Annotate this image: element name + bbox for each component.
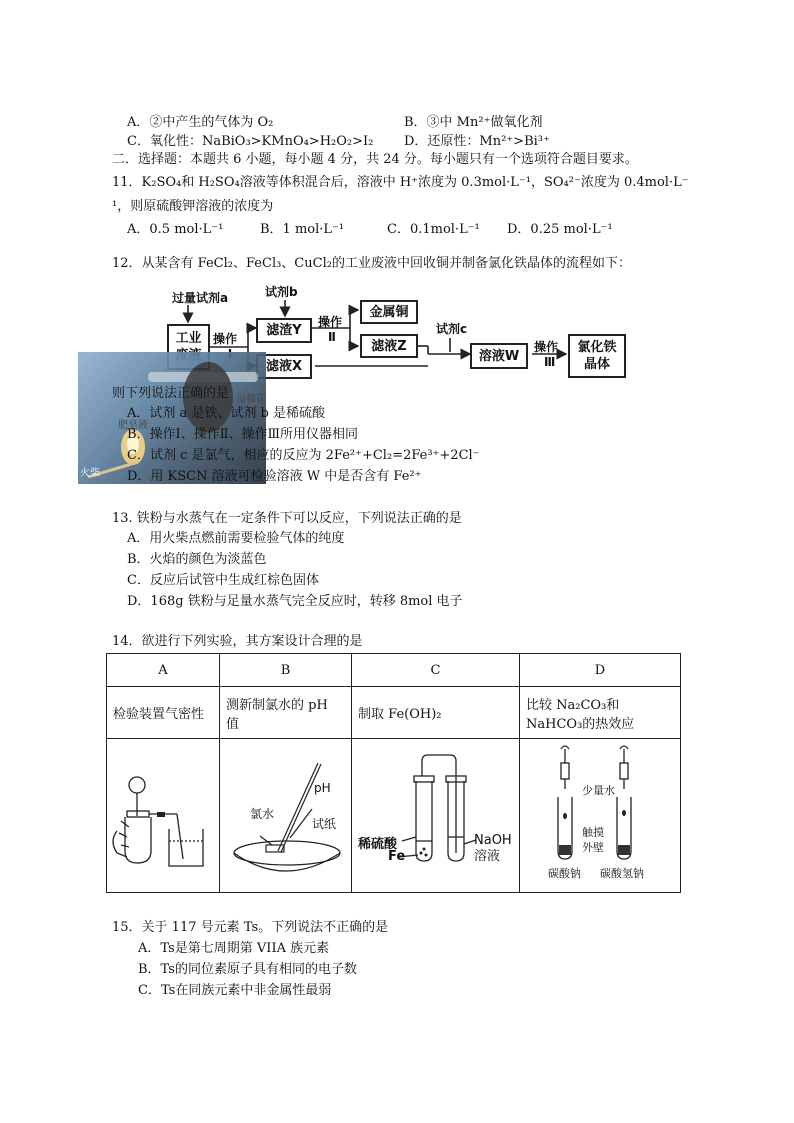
product-label-1: 氯化铁 xyxy=(577,340,617,355)
q13-option-a: A．用火柴点燃前需要检验气体的纯度 xyxy=(127,531,345,546)
filtrate-x-box: 滤液X xyxy=(256,354,312,379)
q13-option-c: C．反应后试管中生成红棕色固体 xyxy=(127,573,319,588)
section-heading: 二．选择题：本题共 6 小题，每小题 4 分，共 24 分。每小题只有一个选项符合题目要求。 xyxy=(112,152,638,167)
q12-option-d: D．用 KSCN 溶液可检验溶液 W 中是否含有 Fe²⁺ xyxy=(127,469,422,484)
desc-c: 制取 Fe(OH)₂ xyxy=(352,687,520,739)
iron-label: Fe xyxy=(388,849,406,864)
q15-option-a: A．Ts是第七周期第 VIIA 族元素 xyxy=(138,941,330,956)
touch-wall-label: 触摸 外壁 xyxy=(582,826,604,854)
q12-question: 则下列说法正确的是 xyxy=(112,386,230,401)
figure-a xyxy=(107,739,220,893)
match-label: 火柴 xyxy=(80,468,100,479)
cotton-label: 湿棉花 xyxy=(236,394,266,405)
naoh-label: NaOH 溶液 xyxy=(474,833,512,864)
table-header-c: C xyxy=(352,654,520,687)
table-header-a: A xyxy=(107,654,220,687)
feed-label-1: 工业 xyxy=(175,331,202,346)
reagent-a-label: 过量试剂a xyxy=(172,291,229,305)
filtrate-z-box: 滤液Z xyxy=(360,334,418,358)
ph-label: pH xyxy=(314,781,331,795)
desc-b: 测新制氯水的 pH 值 xyxy=(220,687,352,739)
experiment-table xyxy=(106,653,681,893)
q15-option-c: C．Ts在同族元素中非金属性最弱 xyxy=(138,983,332,998)
q15-stem: 15．关于 117 号元素 Ts。下列说法不正确的是 xyxy=(112,920,389,935)
q13-option-b: B．火焰的颜色为淡蓝色 xyxy=(127,552,267,567)
q12-stem: 12．从某含有 FeCl₂、FeCl₃、CuCl₂的工业废液中回收铜并制备氯化铁晶体的流程如下： xyxy=(112,256,631,271)
q10-option-a: A．②中产生的气体为 O₂ xyxy=(127,115,274,130)
reagent-c-label: 试剂c xyxy=(436,322,468,336)
figure-d xyxy=(520,739,681,893)
op1-label: 操作 xyxy=(213,332,238,346)
test-paper-label: 试纸 xyxy=(312,817,337,831)
q12-option-b: B．操作Ⅰ、操作Ⅱ、操作Ⅲ所用仪器相同 xyxy=(127,427,359,442)
q12-option-c: C．试剂 c 是氯气，相应的反应为 2Fe²⁺+Cl₂=2Fe³⁺+2Cl⁻ xyxy=(127,448,480,463)
q10-option-d: D．还原性：Mn²⁺>Bi³⁺ xyxy=(404,134,550,149)
q11-option-b: B．1 mol·L⁻¹ xyxy=(260,222,345,237)
product-box xyxy=(568,334,626,378)
q11-option-d: D．0.25 mol·L⁻¹ xyxy=(507,222,613,237)
nahco3-label: 碳酸氢钠 xyxy=(600,867,644,880)
soap-label: 肥皂液 xyxy=(118,420,148,431)
q12-option-a: A．试剂 a 是铁、试剂 b 是稀硫酸 xyxy=(127,406,325,421)
q13-stem: 13. 铁粉与水蒸气在一定条件下可以反应，下列说法正确的是 xyxy=(112,511,462,526)
fe-oh2-apparatus xyxy=(352,741,518,891)
water-label: 少量水 xyxy=(582,784,615,797)
op2-label: 操作 Ⅱ xyxy=(318,315,343,344)
residue-y-box: 滤渣Y xyxy=(256,318,312,343)
reagent-b-label: 试剂b xyxy=(265,285,298,299)
q13-option-d: D．168g 铁粉与足量水蒸气完全反应时，转移 8mol 电子 xyxy=(127,594,463,609)
na2co3-label: 碳酸钠 xyxy=(548,867,581,880)
desc-d: 比较 Na₂CO₃和 NaHCO₃的热效应 xyxy=(520,687,681,739)
chlorine-water-label: 氯水 xyxy=(250,807,275,821)
figure-b xyxy=(220,739,352,893)
op3-label: 操作 Ⅲ xyxy=(534,340,559,369)
q10-option-c: C．氧化性：NaBiO₃>KMnO₄>H₂O₂>I₂ xyxy=(127,134,374,149)
q14-stem: 14．欲进行下列实验，其方案设计合理的是 xyxy=(112,634,363,649)
airtight-check-apparatus xyxy=(107,741,215,891)
dilute-sulfuric-label: 稀硫酸 xyxy=(358,837,398,852)
q10-option-b: B．③中 Mn²⁺做氧化剂 xyxy=(404,115,543,130)
table-header-b: B xyxy=(220,654,352,687)
product-label-2: 晶体 xyxy=(583,357,610,372)
desc-a: 检验装置气密性 xyxy=(107,687,220,739)
q11-stem-cont: ¹，则原硫酸钾溶液的浓度为 xyxy=(112,199,274,214)
q15-option-b: B．Ts的同位素原子具有相同的电子数 xyxy=(138,962,357,977)
q11-option-c: C．0.1mol·L⁻¹ xyxy=(387,222,480,237)
q11-stem: 11．K₂SO₄和 H₂SO₄溶液等体积混合后，溶液中 H⁺浓度为 0.3mol·L⁻¹，SO₄²⁻浓度为 0.4mol·L⁻ xyxy=(112,175,689,190)
q11-option-a: A．0.5 mol·L⁻¹ xyxy=(127,222,224,237)
figure-c xyxy=(352,739,520,893)
solution-w-box: 溶液W xyxy=(470,343,528,369)
copper-box: 金属铜 xyxy=(360,300,418,324)
table-header-d: D xyxy=(520,654,681,687)
